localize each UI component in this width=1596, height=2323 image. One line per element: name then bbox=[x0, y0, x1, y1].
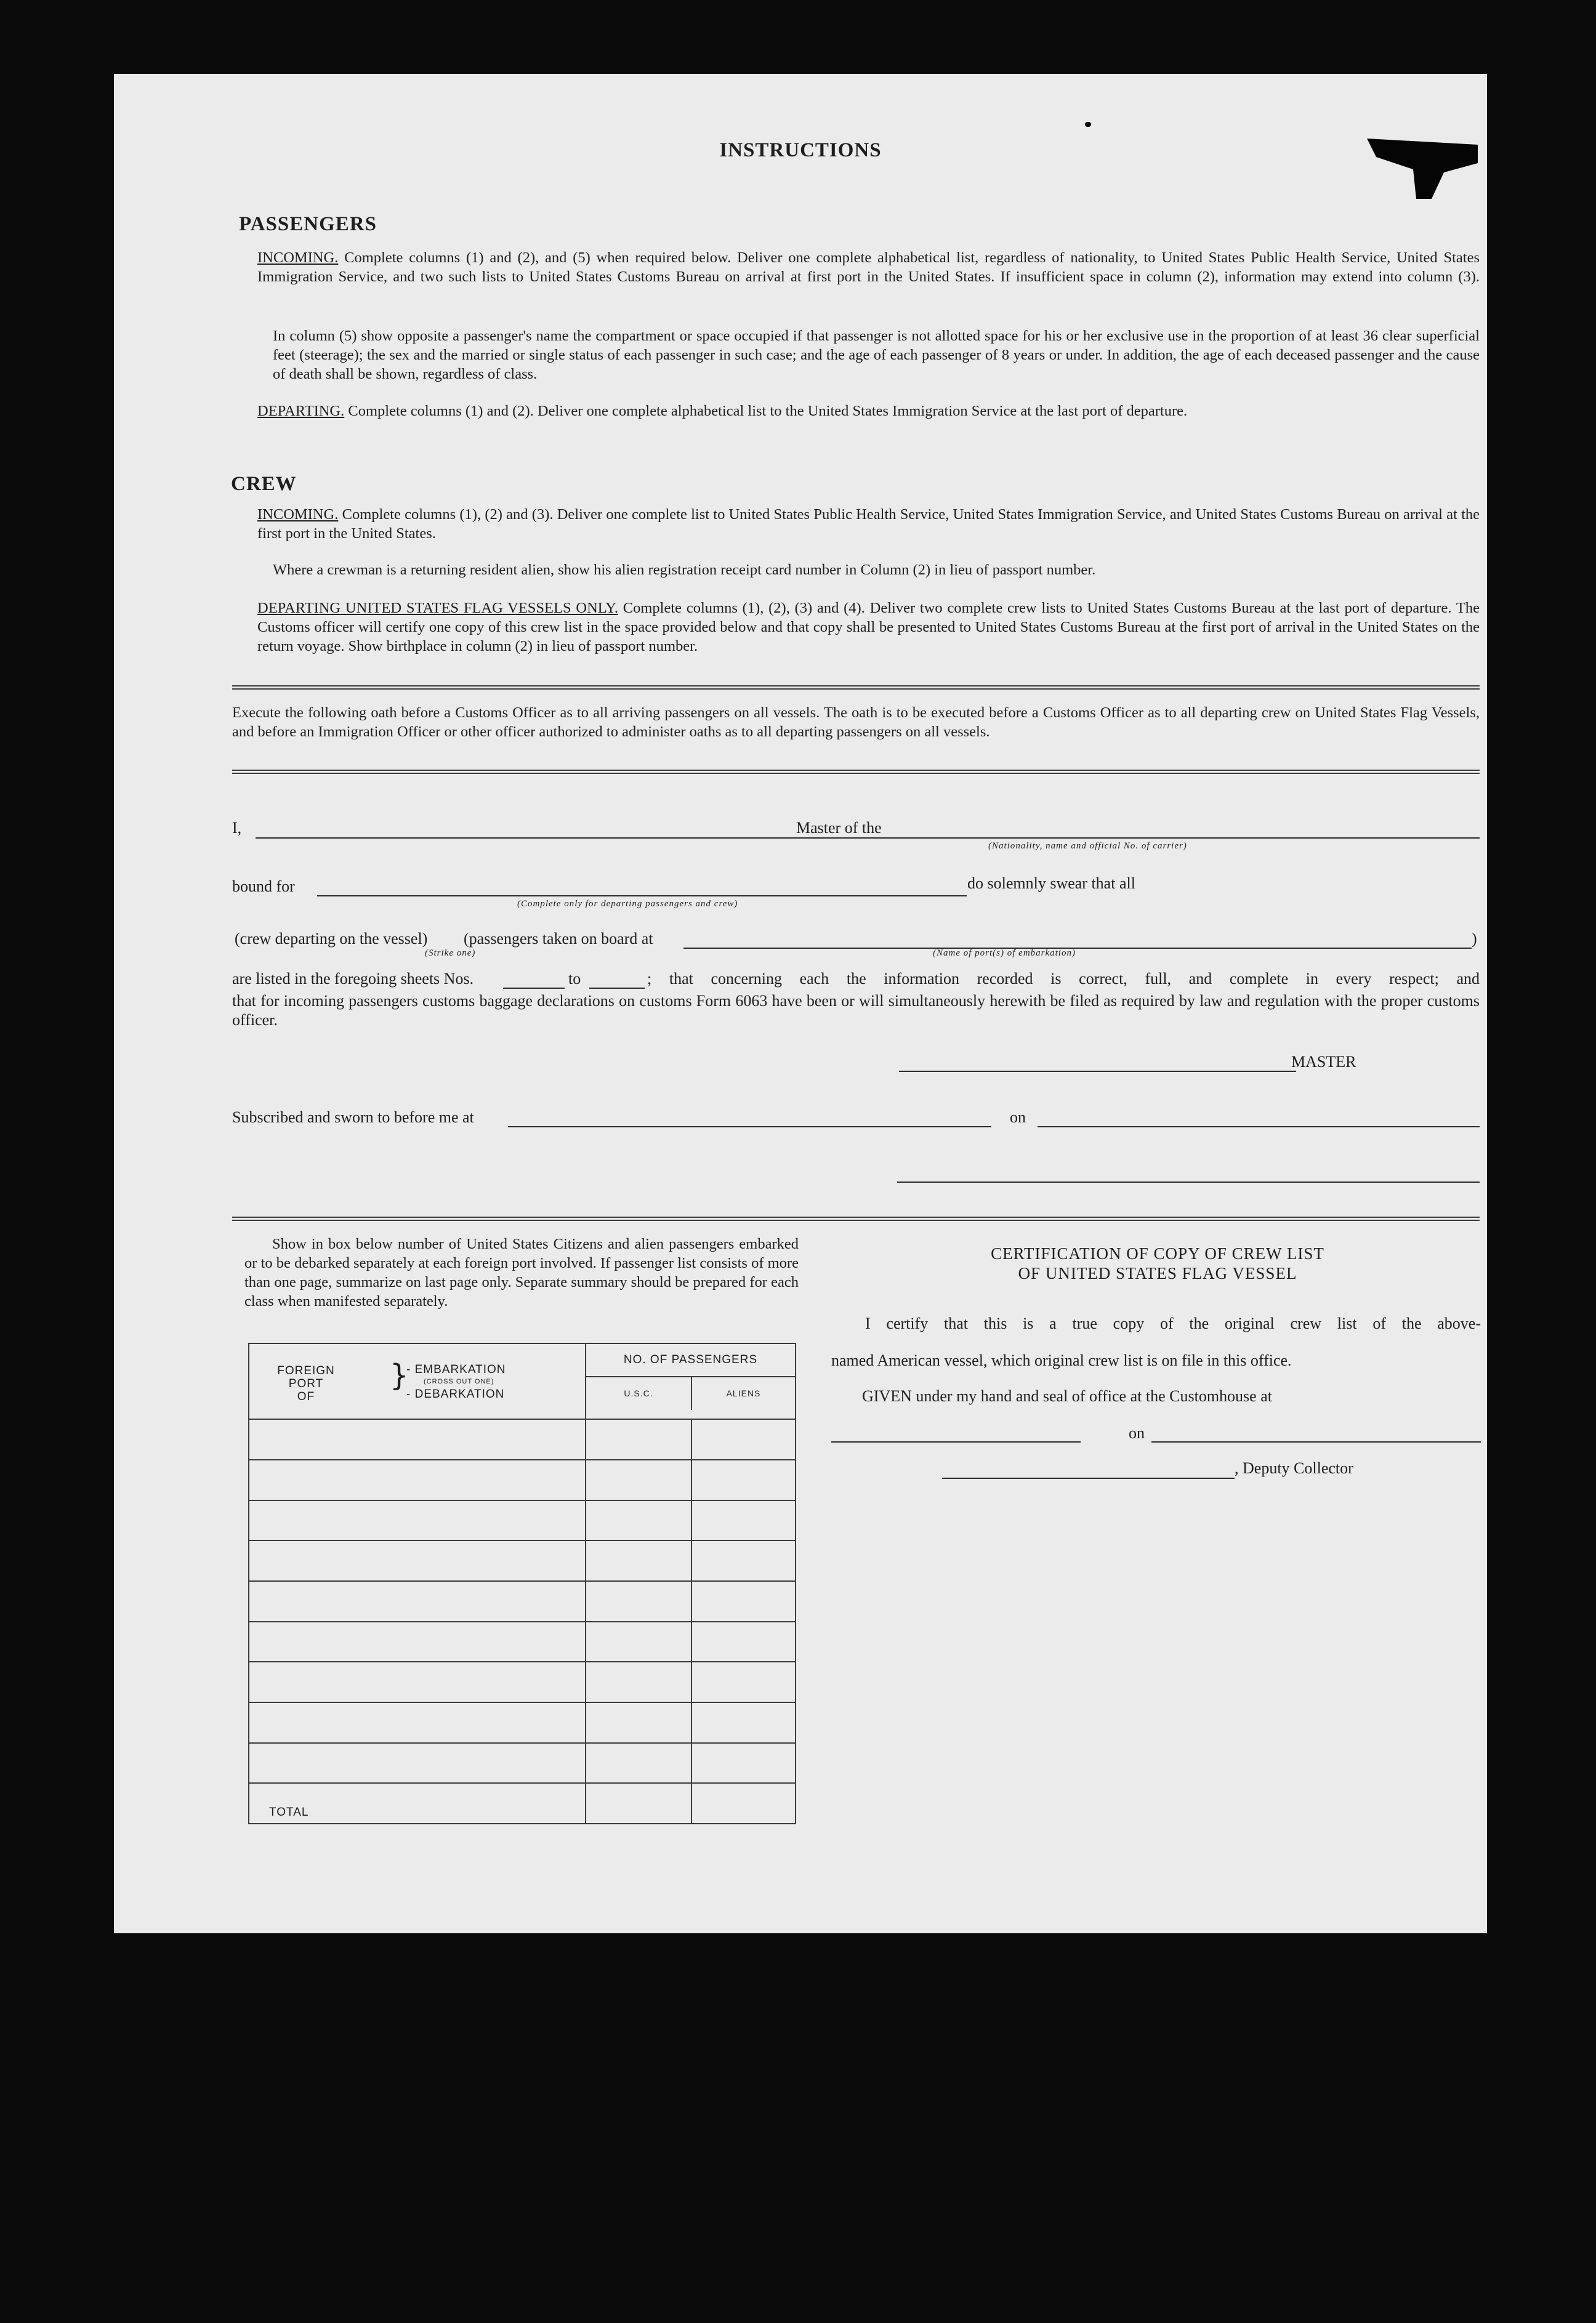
aliens-cell[interactable] bbox=[691, 1662, 796, 1702]
usc-cell[interactable] bbox=[586, 1662, 691, 1702]
aliens-cell[interactable] bbox=[691, 1500, 796, 1541]
carrier-field[interactable] bbox=[899, 837, 1480, 839]
aliens-cell[interactable] bbox=[691, 1743, 796, 1784]
listed-text-3: that for incoming passengers customs baggage declarations on customs Form 6063 have been or will simultaneously herewith be filed as required by law and regulation with the proper customs officer. bbox=[232, 992, 1480, 1029]
aliens-cell[interactable] bbox=[691, 1460, 796, 1500]
usc-cell[interactable] bbox=[586, 1581, 691, 1622]
brace-glyph: } bbox=[390, 1358, 409, 1393]
passengers-heading: PASSENGERS bbox=[239, 213, 377, 235]
no-passengers-label: NO. OF PASSENGERS bbox=[586, 1344, 795, 1377]
port-cell[interactable] bbox=[249, 1581, 586, 1622]
certification-date-field[interactable] bbox=[1151, 1441, 1481, 1443]
nationality-note: (Nationality, name and official No. of carrier) bbox=[988, 841, 1187, 851]
certification-title-2: OF UNITED STATES FLAG VESSEL bbox=[1018, 1264, 1297, 1282]
sheet-from-field[interactable] bbox=[503, 988, 565, 989]
form-page bbox=[114, 74, 1487, 1933]
section-divider bbox=[232, 685, 1480, 690]
usc-total-cell[interactable] bbox=[586, 1783, 691, 1824]
certification-line-2: named American vessel, which original crew list is on file in this office. bbox=[831, 1351, 1292, 1369]
master-signature-field[interactable] bbox=[899, 1071, 1296, 1072]
page-title: INSTRUCTIONS bbox=[719, 139, 882, 161]
summary-intro: Show in box below number of United States Citizens and alien passengers embarked or to be debarked separately at each foreign port involved. If passenger list consists of more than one page, summarize on last page only. Separate summary should be prepared for each class when manifested separately. bbox=[244, 1236, 799, 1310]
port-header-cell bbox=[249, 1343, 586, 1419]
sworn-location-field[interactable] bbox=[508, 1126, 991, 1127]
listed-text-1: are listed in the foregoing sheets Nos. bbox=[232, 970, 474, 988]
aliens-cell[interactable] bbox=[691, 1540, 796, 1581]
master-name-field[interactable] bbox=[256, 837, 908, 839]
passengers-incoming-paragraph bbox=[257, 248, 1480, 286]
total-label: TOTAL bbox=[269, 1806, 309, 1819]
port-label: PORT bbox=[288, 1377, 324, 1390]
aliens-cell[interactable] bbox=[691, 1622, 796, 1662]
table-row bbox=[249, 1540, 796, 1581]
certification-title-1: CERTIFICATION OF COPY OF CREW LIST bbox=[991, 1244, 1324, 1263]
port-cell[interactable] bbox=[249, 1500, 586, 1541]
oath-i-label: I, bbox=[232, 819, 242, 837]
table-row bbox=[249, 1460, 796, 1500]
foreign-label: FOREIGN bbox=[277, 1364, 335, 1377]
passengers-departing-text: Complete columns (1) and (2). Deliver one complete alphabetical list to the United States Immigration Service at the last port of departure. bbox=[348, 403, 1188, 419]
section-divider bbox=[232, 770, 1480, 774]
of-label: OF bbox=[297, 1390, 315, 1403]
crew-departing-paragraph bbox=[257, 598, 1480, 656]
port-cell[interactable] bbox=[249, 1622, 586, 1662]
master-of-the-label: Master of the bbox=[796, 819, 882, 837]
port-cell[interactable] bbox=[249, 1702, 586, 1743]
aliens-label: ALIENS bbox=[726, 1388, 761, 1398]
passengers-taken-option[interactable]: (passengers taken on board at bbox=[464, 930, 653, 948]
sworn-date-field[interactable] bbox=[1038, 1126, 1480, 1127]
embarkation-label[interactable]: - EMBARKATION bbox=[406, 1363, 506, 1376]
oath-instruction: Execute the following oath before a Customs Officer as to all arriving passengers on all vessels. The oath is to be executed before a Customs Officer as to all departing crew on United States Flag Vessels, and before an Immigration Officer or other officer authorized to administer oaths as to all departing passengers on all vessels. bbox=[232, 704, 1480, 740]
ink-speck bbox=[1085, 122, 1091, 127]
subscribed-label: Subscribed and sworn to before me at bbox=[232, 1108, 474, 1126]
passengers-incoming-label: INCOMING. bbox=[257, 249, 339, 266]
certification-title bbox=[834, 1244, 1481, 1283]
on-word: on bbox=[1010, 1108, 1026, 1126]
usc-label: U.S.C. bbox=[586, 1377, 692, 1410]
name-of-port-note: (Name of port(s) of embarkation) bbox=[933, 948, 1076, 958]
port-cell[interactable] bbox=[249, 1419, 586, 1460]
deputy-collector-label: , Deputy Collector bbox=[1235, 1459, 1353, 1477]
total-label-cell bbox=[249, 1783, 586, 1824]
table-row bbox=[249, 1743, 796, 1784]
complete-only-note: (Complete only for departing passengers and crew) bbox=[517, 899, 738, 909]
usc-cell[interactable] bbox=[586, 1419, 691, 1460]
aliens-cell[interactable] bbox=[691, 1702, 796, 1743]
section-divider bbox=[232, 1217, 1480, 1221]
to-word: to bbox=[568, 970, 581, 988]
crew-departing-text: Complete columns (1), (2), (3) and (4). Deliver two complete crew lists to United States Customs Bureau at the last port of departure. The Customs officer will certify one copy of this crew list in the space provided below and that copy shall be presented to United States Customs Bureau at the first port of arrival in the United States on the return voyage. Show birthplace in column (2) in lieu of passport number. bbox=[257, 600, 1480, 654]
usc-cell[interactable] bbox=[586, 1743, 691, 1784]
port-cell[interactable] bbox=[249, 1743, 586, 1784]
port-of-embarkation-field[interactable] bbox=[683, 948, 1472, 949]
passengers-departing-paragraph bbox=[257, 401, 1480, 421]
table-row bbox=[249, 1622, 796, 1662]
usc-cell[interactable] bbox=[586, 1460, 691, 1500]
listed-text-2: ; that concerning each the information recorded is correct, full, and complete in every respect; and bbox=[647, 970, 1480, 988]
cross-out-note: (CROSS OUT ONE) bbox=[424, 1377, 494, 1385]
table-row bbox=[249, 1500, 796, 1541]
sheet-to-field[interactable] bbox=[589, 988, 645, 989]
table-row bbox=[249, 1662, 796, 1702]
crew-departing-option[interactable]: (crew departing on the vessel) bbox=[235, 930, 428, 948]
certification-line-1: I certify that this is a true copy of the original crew list of the above- bbox=[865, 1314, 1481, 1332]
usc-cell[interactable] bbox=[586, 1540, 691, 1581]
ink-blot-mark bbox=[1358, 126, 1481, 206]
passenger-count-header bbox=[586, 1343, 796, 1419]
certification-line-3: GIVEN under my hand and seal of office at the Customhouse at bbox=[862, 1387, 1272, 1405]
aliens-cell[interactable] bbox=[691, 1419, 796, 1460]
port-cell[interactable] bbox=[249, 1662, 586, 1702]
crew-resident-paragraph: Where a crewman is a returning resident alien, show his alien registration receipt card number in Column (2) in lieu of passport number. bbox=[273, 562, 1096, 578]
aliens-cell[interactable] bbox=[691, 1581, 796, 1622]
table-row bbox=[249, 1581, 796, 1622]
port-cell[interactable] bbox=[249, 1460, 586, 1500]
crew-incoming-paragraph bbox=[257, 505, 1480, 543]
passengers-incoming-text: Complete columns (1) and (2), and (5) when required below. Deliver one complete alphabetical list, regardless of nationality, to United States Public Health Service, United States Immigration Service, and two such lists to United States Customs Bureau on arrival at first port in the United States. If insufficient space in column (2), information may extend into column (3). bbox=[257, 249, 1480, 285]
passengers-column5-paragraph: In column (5) show opposite a passenger's name the compartment or space occupied if that passenger is not allotted space for his or her exclusive use in the proportion of at least 36 clear superficial feet (steerage); the sex and the married or single status of each passenger in such case; and the age of each passenger of 8 years or under. In addition, the age of each deceased passenger and the cause of death shall be shown, regardless of class. bbox=[273, 328, 1480, 382]
table-row bbox=[249, 1419, 796, 1460]
crew-heading: CREW bbox=[231, 473, 297, 495]
usc-cell[interactable] bbox=[586, 1622, 691, 1662]
master-label: MASTER bbox=[1291, 1053, 1356, 1071]
usc-cell[interactable] bbox=[586, 1500, 691, 1541]
bound-for-label: bound for bbox=[232, 877, 295, 895]
strike-one-note: (Strike one) bbox=[425, 948, 476, 958]
total-row bbox=[249, 1783, 796, 1824]
crew-incoming-label: INCOMING. bbox=[257, 506, 339, 523]
port-cell[interactable] bbox=[249, 1540, 586, 1581]
usc-cell[interactable] bbox=[586, 1702, 691, 1743]
passengers-departing-label: DEPARTING. bbox=[257, 403, 345, 419]
crew-incoming-text: Complete columns (1), (2) and (3). Deliver one complete list to United States Public Health Service, United States Immigration Service, and United States Customs Bureau on arrival at the first port in the United States. bbox=[257, 506, 1480, 542]
official-signature-field[interactable] bbox=[897, 1182, 1480, 1183]
aliens-total-cell[interactable] bbox=[691, 1783, 796, 1824]
certification-on-word: on bbox=[1129, 1424, 1145, 1442]
bound-for-field[interactable] bbox=[317, 895, 967, 896]
passenger-summary-table bbox=[248, 1343, 796, 1824]
table-row bbox=[249, 1702, 796, 1743]
solemnly-swear-label: do solemnly swear that all bbox=[967, 874, 1135, 892]
close-paren: ) bbox=[1472, 930, 1477, 948]
crew-departing-label: DEPARTING UNITED STATES FLAG VESSELS ONLY. bbox=[257, 600, 618, 616]
debarkation-label[interactable]: - DEBARKATION bbox=[406, 1387, 505, 1401]
customhouse-field[interactable] bbox=[831, 1441, 1081, 1443]
deputy-signature-field[interactable] bbox=[942, 1478, 1235, 1479]
